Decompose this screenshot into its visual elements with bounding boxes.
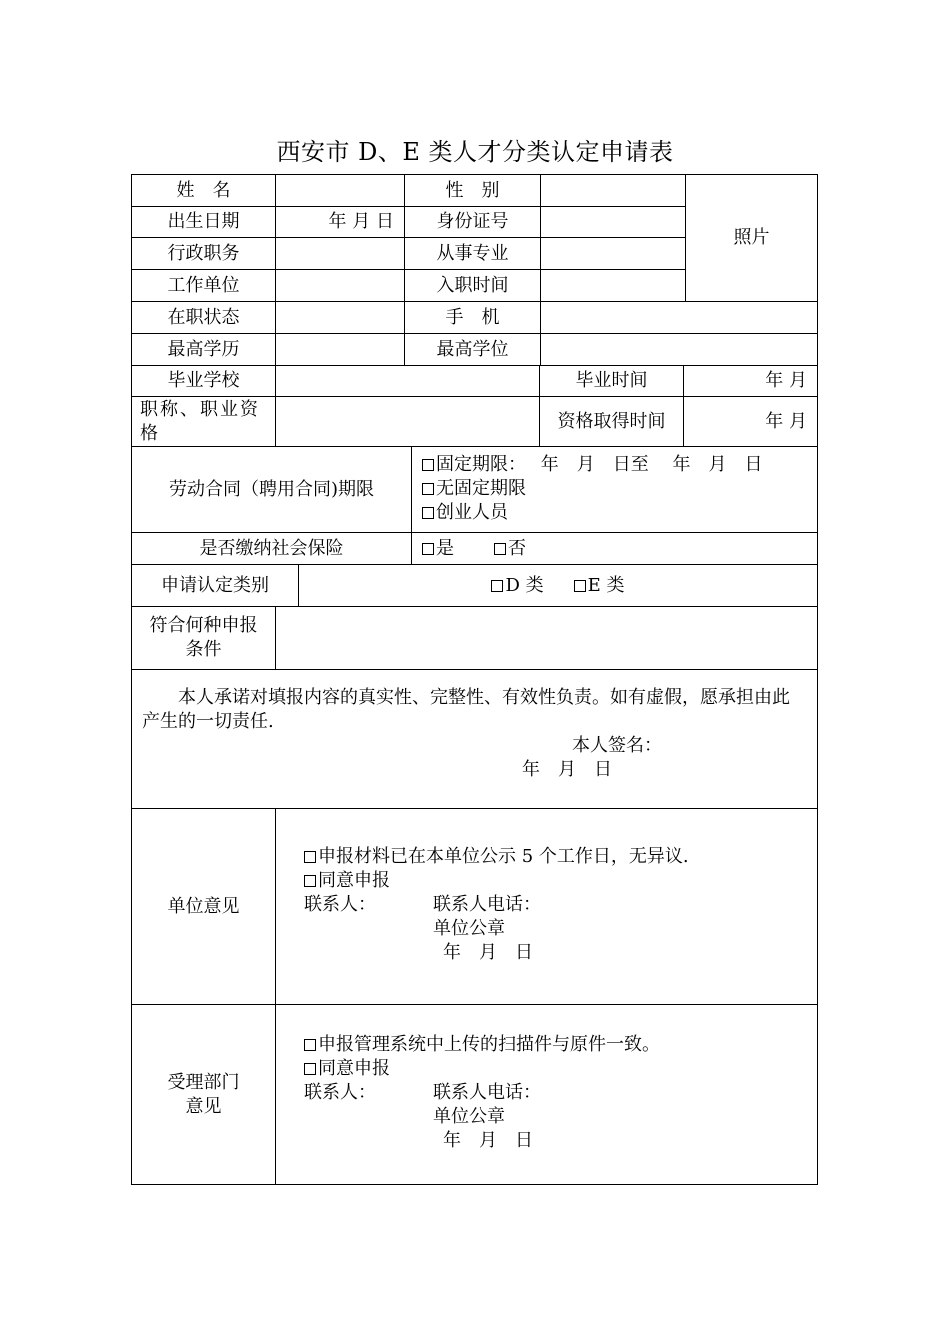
qual-time-input[interactable]: 年 月	[683, 396, 818, 447]
unit-opinion-box	[275, 808, 818, 1005]
school-input[interactable]	[275, 365, 540, 397]
title-qual-label: 职称、职业资格	[131, 396, 276, 447]
contract-label: 劳动合同（聘用合同)期限	[131, 446, 412, 533]
position-label: 行政职务	[131, 237, 276, 270]
degree-label: 最高学位	[404, 333, 541, 366]
phone-input[interactable]	[540, 301, 818, 334]
unit-opinion-item1[interactable]: 申报材料已在本单位公示 5 个工作日，无异议.	[304, 845, 817, 869]
checkbox-icon[interactable]	[422, 483, 434, 495]
insurance-no[interactable]: 否	[494, 537, 526, 561]
dept-opinion-item1[interactable]: 申报管理系统中上传的扫描件与原件一致。	[304, 1033, 817, 1057]
hire-date-label: 入职时间	[404, 269, 541, 302]
unit-opinion-item2[interactable]: 同意申报	[304, 869, 817, 893]
position-input[interactable]	[275, 237, 405, 270]
category-e[interactable]: E 类	[574, 574, 625, 598]
specialty-label: 从事专业	[404, 237, 541, 270]
dept-date: 年 月 日	[443, 1130, 533, 1151]
insurance-yes[interactable]: 是	[422, 537, 454, 561]
name-input[interactable]	[275, 174, 405, 207]
conditions-input[interactable]	[275, 606, 818, 670]
education-label: 最高学历	[131, 333, 276, 366]
phone-label: 手 机	[404, 301, 541, 334]
unit-contact-phone-label: 联系人电话：	[433, 894, 541, 915]
contract-option-open[interactable]: 无固定期限	[422, 477, 817, 501]
name-label: 姓 名	[131, 174, 276, 207]
gender-input[interactable]	[540, 174, 686, 207]
unit-opinion-label: 单位意见	[131, 808, 276, 1005]
dept-seal: 单位公章	[433, 1106, 505, 1127]
pledge-signature: 本人签名：	[572, 735, 662, 756]
grad-time-input[interactable]: 年 月	[683, 365, 818, 397]
contract-options	[411, 446, 818, 533]
school-label: 毕业学校	[131, 365, 276, 397]
degree-input[interactable]	[540, 333, 818, 366]
insurance-label: 是否缴纳社会保险	[131, 532, 412, 565]
application-form	[131, 174, 818, 1185]
grad-time-label: 毕业时间	[539, 365, 684, 397]
status-input[interactable]	[275, 301, 405, 334]
status-label: 在职状态	[131, 301, 276, 334]
pledge-date: 年 月 日	[522, 759, 612, 780]
specialty-input[interactable]	[540, 237, 686, 270]
dept-contact-phone-label: 联系人电话：	[433, 1082, 541, 1103]
contract-option-startup[interactable]: 创业人员	[422, 501, 817, 525]
id-number-input[interactable]	[540, 206, 686, 238]
photo-box[interactable]: 照片	[685, 174, 818, 302]
checkbox-icon[interactable]	[494, 543, 506, 555]
checkbox-icon[interactable]	[422, 507, 434, 519]
birth-input[interactable]: 年 月 日	[275, 206, 405, 238]
qual-time-label: 资格取得时间	[539, 396, 684, 447]
pledge-section	[131, 669, 818, 809]
category-d[interactable]: D 类	[491, 574, 543, 598]
contract-option-fixed[interactable]: 固定期限： 年 月 日至 年 月 日	[422, 453, 817, 477]
form-title: 西安市 D、E 类人才分类认定申请表	[276, 138, 674, 166]
conditions-label: 符合何种申报条件	[131, 606, 276, 670]
title-qual-input[interactable]	[275, 396, 540, 447]
category-options	[298, 564, 818, 607]
checkbox-icon[interactable]	[304, 851, 316, 863]
checkbox-icon[interactable]	[304, 875, 316, 887]
insurance-options	[411, 532, 818, 565]
employer-label: 工作单位	[131, 269, 276, 302]
checkbox-icon[interactable]	[422, 543, 434, 555]
education-input[interactable]	[275, 333, 405, 366]
checkbox-icon[interactable]	[304, 1039, 316, 1051]
birth-label: 出生日期	[131, 206, 276, 238]
dept-opinion-box	[275, 1004, 818, 1185]
gender-label: 性 别	[404, 174, 541, 207]
dept-opinion-label: 受理部门意见	[131, 1004, 276, 1185]
hire-date-input[interactable]	[540, 269, 686, 302]
category-label: 申请认定类别	[131, 564, 299, 607]
checkbox-icon[interactable]	[491, 580, 503, 592]
unit-contact-label: 联系人：	[304, 894, 376, 915]
checkbox-icon[interactable]	[422, 459, 434, 471]
unit-date: 年 月 日	[443, 942, 533, 963]
unit-seal: 单位公章	[433, 918, 505, 939]
checkbox-icon[interactable]	[574, 580, 586, 592]
dept-contact-label: 联系人：	[304, 1082, 376, 1103]
id-number-label: 身份证号	[404, 206, 541, 238]
employer-input[interactable]	[275, 269, 405, 302]
pledge-text: 本人承诺对填报内容的真实性、完整性、有效性负责。如有虚假，愿承担由此产生的一切责任.	[142, 687, 790, 732]
dept-opinion-item2[interactable]: 同意申报	[304, 1057, 817, 1081]
checkbox-icon[interactable]	[304, 1063, 316, 1075]
